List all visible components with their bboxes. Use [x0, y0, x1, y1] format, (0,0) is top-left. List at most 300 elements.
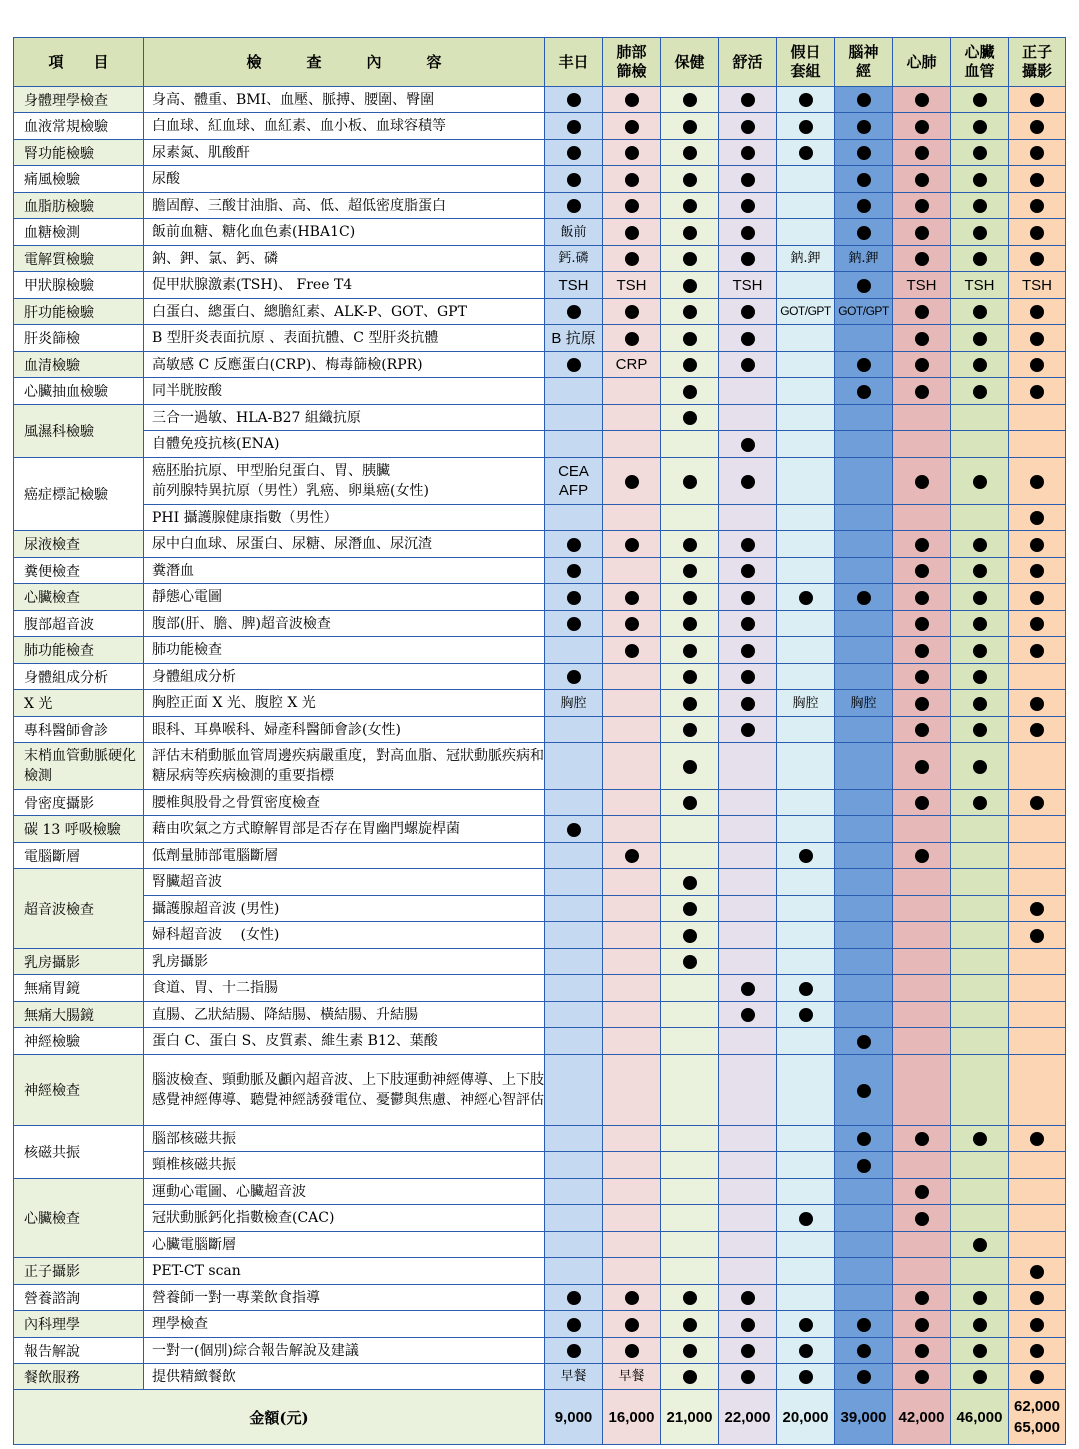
included-dot — [893, 193, 951, 219]
included-dot — [893, 1285, 951, 1311]
filled-circle-icon — [799, 1318, 813, 1332]
included-dot — [893, 299, 951, 325]
table-row — [14, 1258, 1066, 1285]
partial-note: TSH — [603, 272, 661, 299]
included-dot — [719, 325, 777, 352]
row-description: 冠狀動脈鈣化指數檢查(CAC) — [144, 1205, 545, 1232]
empty-cell — [545, 1258, 603, 1285]
package-price: 42,000 — [893, 1390, 951, 1445]
included-dot — [835, 1028, 893, 1055]
empty-cell — [777, 1028, 835, 1055]
empty-cell — [603, 816, 661, 843]
row-category: 甲狀腺檢驗 — [14, 272, 144, 299]
table-row — [14, 299, 1066, 325]
table-row — [14, 922, 1066, 949]
included-dot — [719, 458, 777, 505]
included-dot — [719, 1311, 777, 1338]
table-row — [14, 1232, 1066, 1258]
header-package-3: 舒活 — [719, 38, 777, 87]
filled-circle-icon — [857, 1318, 871, 1332]
included-dot — [835, 140, 893, 166]
included-dot — [661, 246, 719, 272]
included-dot — [893, 458, 951, 505]
row-description: 尿素氮、肌酸酐 — [144, 140, 545, 166]
row-category: 核磁共振 — [14, 1126, 144, 1179]
row-category: 專科醫師會診 — [14, 717, 144, 743]
empty-cell — [835, 1285, 893, 1311]
filled-circle-icon — [1030, 1370, 1044, 1384]
empty-cell — [603, 1002, 661, 1028]
row-category: 尿液檢查 — [14, 531, 144, 558]
empty-cell — [777, 664, 835, 690]
filled-circle-icon — [683, 146, 697, 160]
row-category: 電腦斷層 — [14, 843, 144, 869]
package-price: 22,000 — [719, 1390, 777, 1445]
partial-note: CEA AFP — [545, 458, 603, 505]
partial-note: TSH — [1009, 272, 1066, 299]
included-dot — [893, 352, 951, 378]
included-dot — [951, 584, 1009, 611]
empty-cell — [1009, 743, 1066, 790]
empty-cell — [1009, 405, 1066, 431]
header-package-4: 假日 套組 — [777, 38, 835, 87]
included-dot — [661, 352, 719, 378]
row-category: 乳房攝影 — [14, 949, 144, 975]
included-dot — [893, 325, 951, 352]
empty-cell — [835, 505, 893, 531]
partial-note: 胸腔 — [777, 690, 835, 717]
row-description: 提供精緻餐飲 — [144, 1364, 545, 1390]
filled-circle-icon — [915, 199, 929, 213]
filled-circle-icon — [683, 358, 697, 372]
row-description: 攝護腺超音波 (男性) — [144, 896, 545, 922]
filled-circle-icon — [1030, 564, 1044, 578]
empty-cell — [661, 1002, 719, 1028]
empty-cell — [1009, 1055, 1066, 1126]
filled-circle-icon — [1030, 475, 1044, 489]
filled-circle-icon — [915, 697, 929, 711]
filled-circle-icon — [683, 697, 697, 711]
empty-cell — [777, 193, 835, 219]
empty-cell — [545, 843, 603, 869]
filled-circle-icon — [625, 617, 639, 631]
row-category: 電解質檢驗 — [14, 246, 144, 272]
empty-cell — [603, 743, 661, 790]
filled-circle-icon — [1030, 305, 1044, 319]
empty-cell — [545, 975, 603, 1002]
filled-circle-icon — [857, 1344, 871, 1358]
empty-cell — [545, 637, 603, 664]
included-dot — [545, 299, 603, 325]
included-dot — [545, 816, 603, 843]
filled-circle-icon — [625, 849, 639, 863]
empty-cell — [777, 790, 835, 816]
row-category: 碳 13 呼吸檢驗 — [14, 816, 144, 843]
empty-cell — [545, 1002, 603, 1028]
included-dot — [545, 611, 603, 637]
empty-cell — [603, 505, 661, 531]
included-dot — [719, 352, 777, 378]
table-row — [14, 1126, 1066, 1152]
header-package-6: 心肺 — [893, 38, 951, 87]
filled-circle-icon — [625, 146, 639, 160]
row-description: 蛋白 C、蛋白 S、皮質素、維生素 B12、葉酸 — [144, 1028, 545, 1055]
included-dot — [1009, 922, 1066, 949]
filled-circle-icon — [973, 332, 987, 346]
empty-cell — [951, 949, 1009, 975]
included-dot — [835, 352, 893, 378]
filled-circle-icon — [741, 305, 755, 319]
filled-circle-icon — [741, 1291, 755, 1305]
filled-circle-icon — [1030, 591, 1044, 605]
row-description: 身體組成分析 — [144, 664, 545, 690]
included-dot — [951, 378, 1009, 405]
included-dot — [893, 87, 951, 113]
included-dot — [893, 717, 951, 743]
empty-cell — [777, 1232, 835, 1258]
empty-cell — [835, 458, 893, 505]
filled-circle-icon — [625, 173, 639, 187]
included-dot — [835, 1152, 893, 1179]
filled-circle-icon — [915, 305, 929, 319]
filled-circle-icon — [625, 475, 639, 489]
empty-cell — [661, 1232, 719, 1258]
included-dot — [545, 87, 603, 113]
included-dot — [835, 113, 893, 140]
included-dot — [835, 1126, 893, 1152]
included-dot — [603, 458, 661, 505]
empty-cell — [603, 896, 661, 922]
filled-circle-icon — [625, 1318, 639, 1332]
empty-cell — [777, 743, 835, 790]
filled-circle-icon — [1030, 385, 1044, 399]
table-row — [14, 896, 1066, 922]
empty-cell — [1009, 1179, 1066, 1205]
filled-circle-icon — [625, 1291, 639, 1305]
filled-circle-icon — [567, 1291, 581, 1305]
filled-circle-icon — [567, 1344, 581, 1358]
included-dot — [951, 299, 1009, 325]
included-dot — [719, 113, 777, 140]
table-row — [14, 843, 1066, 869]
included-dot — [1009, 325, 1066, 352]
empty-cell — [719, 1258, 777, 1285]
filled-circle-icon — [857, 226, 871, 240]
included-dot — [893, 246, 951, 272]
included-dot — [893, 219, 951, 246]
filled-circle-icon — [625, 93, 639, 107]
row-category: 身體組成分析 — [14, 664, 144, 690]
filled-circle-icon — [683, 385, 697, 399]
included-dot — [661, 949, 719, 975]
filled-circle-icon — [915, 723, 929, 737]
included-dot — [661, 272, 719, 299]
included-dot — [661, 717, 719, 743]
filled-circle-icon — [683, 1344, 697, 1358]
included-dot — [603, 1285, 661, 1311]
row-description: 同半胱胺酸 — [144, 378, 545, 405]
row-category: 腹部超音波 — [14, 611, 144, 637]
empty-cell — [545, 378, 603, 405]
table-row — [14, 246, 1066, 272]
included-dot — [893, 1126, 951, 1152]
partial-note: 鈣.磷 — [545, 246, 603, 272]
partial-note: GOT/GPT — [835, 299, 893, 325]
empty-cell — [951, 922, 1009, 949]
included-dot — [893, 843, 951, 869]
included-dot — [545, 193, 603, 219]
empty-cell — [661, 1028, 719, 1055]
included-dot — [661, 325, 719, 352]
empty-cell — [603, 922, 661, 949]
filled-circle-icon — [857, 173, 871, 187]
included-dot — [1009, 352, 1066, 378]
filled-circle-icon — [1030, 1318, 1044, 1332]
filled-circle-icon — [683, 929, 697, 943]
included-dot — [835, 378, 893, 405]
filled-circle-icon — [625, 305, 639, 319]
empty-cell — [1009, 816, 1066, 843]
empty-cell — [603, 1126, 661, 1152]
empty-cell — [893, 1055, 951, 1126]
included-dot — [661, 378, 719, 405]
empty-cell — [951, 1258, 1009, 1285]
included-dot — [893, 1338, 951, 1364]
empty-cell — [545, 922, 603, 949]
empty-cell — [777, 1258, 835, 1285]
included-dot — [1009, 219, 1066, 246]
filled-circle-icon — [915, 1291, 929, 1305]
included-dot — [719, 584, 777, 611]
filled-circle-icon — [973, 146, 987, 160]
package-price: 9,000 — [545, 1390, 603, 1445]
row-category: 肝功能檢驗 — [14, 299, 144, 325]
row-category: X 光 — [14, 690, 144, 717]
empty-cell — [545, 1055, 603, 1126]
included-dot — [1009, 1338, 1066, 1364]
included-dot — [1009, 1311, 1066, 1338]
filled-circle-icon — [973, 1370, 987, 1384]
empty-cell — [603, 405, 661, 431]
empty-cell — [777, 1126, 835, 1152]
filled-circle-icon — [625, 538, 639, 552]
empty-cell — [777, 896, 835, 922]
filled-circle-icon — [799, 849, 813, 863]
row-description: 食道、胃、十二指腸 — [144, 975, 545, 1002]
filled-circle-icon — [973, 385, 987, 399]
empty-cell — [893, 431, 951, 458]
included-dot — [661, 690, 719, 717]
empty-cell — [1009, 431, 1066, 458]
included-dot — [951, 717, 1009, 743]
included-dot — [893, 1205, 951, 1232]
empty-cell — [719, 1152, 777, 1179]
empty-cell — [661, 843, 719, 869]
empty-cell — [835, 325, 893, 352]
included-dot — [661, 611, 719, 637]
row-category: 肺功能檢查 — [14, 637, 144, 664]
included-dot — [835, 1055, 893, 1126]
empty-cell — [661, 1179, 719, 1205]
included-dot — [777, 975, 835, 1002]
empty-cell — [719, 922, 777, 949]
included-dot — [603, 87, 661, 113]
included-dot — [719, 1285, 777, 1311]
filled-circle-icon — [1030, 226, 1044, 240]
included-dot — [1009, 531, 1066, 558]
package-price: 20,000 — [777, 1390, 835, 1445]
empty-cell — [719, 896, 777, 922]
filled-circle-icon — [973, 226, 987, 240]
filled-circle-icon — [1030, 120, 1044, 134]
empty-cell — [603, 1258, 661, 1285]
filled-circle-icon — [857, 1084, 871, 1098]
filled-circle-icon — [799, 93, 813, 107]
row-description: 自體免疫抗核(ENA) — [144, 431, 545, 458]
filled-circle-icon — [915, 1344, 929, 1358]
row-description: 腦部核磁共振 — [144, 1126, 545, 1152]
included-dot — [777, 1002, 835, 1028]
included-dot — [603, 531, 661, 558]
partial-note: CRP — [603, 352, 661, 378]
row-category: 心臟檢查 — [14, 1179, 144, 1258]
included-dot — [893, 531, 951, 558]
included-dot — [661, 664, 719, 690]
empty-cell — [835, 664, 893, 690]
included-dot — [719, 166, 777, 193]
included-dot — [719, 975, 777, 1002]
included-dot — [719, 1338, 777, 1364]
filled-circle-icon — [567, 670, 581, 684]
empty-cell — [661, 816, 719, 843]
table-row — [14, 378, 1066, 405]
empty-cell — [719, 1126, 777, 1152]
row-description: 評估末稍動脈血管周邊疾病嚴重度，對高血脂、冠狀動脈疾病和糖尿病等疾病檢測的重要指標 — [144, 743, 545, 790]
empty-cell — [719, 505, 777, 531]
filled-circle-icon — [915, 1212, 929, 1226]
filled-circle-icon — [973, 358, 987, 372]
row-category: 痛風檢驗 — [14, 166, 144, 193]
filled-circle-icon — [1030, 93, 1044, 107]
empty-cell — [835, 743, 893, 790]
filled-circle-icon — [741, 617, 755, 631]
filled-circle-icon — [973, 591, 987, 605]
included-dot — [835, 272, 893, 299]
filled-circle-icon — [741, 226, 755, 240]
empty-cell — [603, 1205, 661, 1232]
filled-circle-icon — [973, 93, 987, 107]
included-dot — [661, 1364, 719, 1390]
filled-circle-icon — [857, 1159, 871, 1173]
filled-circle-icon — [741, 173, 755, 187]
header-package-7: 心臟 血管 — [951, 38, 1009, 87]
empty-cell — [835, 869, 893, 896]
filled-circle-icon — [915, 644, 929, 658]
empty-cell — [545, 1232, 603, 1258]
row-category: 身體理學檢查 — [14, 87, 144, 113]
empty-cell — [719, 1205, 777, 1232]
row-description: 乳房攝影 — [144, 949, 545, 975]
included-dot — [951, 1285, 1009, 1311]
included-dot — [661, 790, 719, 816]
row-description: 身高、體重、BMI、血壓、脈搏、腰圍、臀圍 — [144, 87, 545, 113]
row-description: 膽固醇、三酸甘油脂、高、低、超低密度脂蛋白 — [144, 193, 545, 219]
empty-cell — [777, 637, 835, 664]
empty-cell — [545, 1205, 603, 1232]
included-dot — [719, 193, 777, 219]
included-dot — [719, 1002, 777, 1028]
included-dot — [1009, 113, 1066, 140]
filled-circle-icon — [915, 849, 929, 863]
included-dot — [719, 246, 777, 272]
partial-note: TSH — [545, 272, 603, 299]
filled-circle-icon — [973, 644, 987, 658]
empty-cell — [545, 1028, 603, 1055]
empty-cell — [1009, 664, 1066, 690]
empty-cell — [893, 1232, 951, 1258]
filled-circle-icon — [567, 173, 581, 187]
included-dot — [951, 193, 1009, 219]
filled-circle-icon — [741, 1344, 755, 1358]
included-dot — [603, 113, 661, 140]
price-label: 金額(元) — [14, 1390, 545, 1445]
row-category: 心臟抽血檢驗 — [14, 378, 144, 405]
filled-circle-icon — [973, 120, 987, 134]
included-dot — [951, 219, 1009, 246]
included-dot — [835, 87, 893, 113]
table-row — [14, 1338, 1066, 1364]
included-dot — [893, 743, 951, 790]
empty-cell — [545, 743, 603, 790]
row-category: 腎功能檢驗 — [14, 140, 144, 166]
empty-cell — [603, 790, 661, 816]
empty-cell — [603, 1232, 661, 1258]
empty-cell — [777, 1055, 835, 1126]
included-dot — [951, 113, 1009, 140]
included-dot — [661, 87, 719, 113]
row-description: 低劑量肺部電腦斷層 — [144, 843, 545, 869]
row-description: 高敏感 C 反應蛋白(CRP)、梅毒篩檢(RPR) — [144, 352, 545, 378]
empty-cell — [603, 949, 661, 975]
filled-circle-icon — [799, 1212, 813, 1226]
included-dot — [951, 664, 1009, 690]
row-description: 腎臟超音波 — [144, 869, 545, 896]
filled-circle-icon — [857, 93, 871, 107]
filled-circle-icon — [625, 591, 639, 605]
included-dot — [835, 1338, 893, 1364]
row-description: 白血球、紅血球、血紅素、血小板、血球容積等 — [144, 113, 545, 140]
empty-cell — [1009, 975, 1066, 1002]
empty-cell — [835, 1258, 893, 1285]
empty-cell — [719, 1179, 777, 1205]
filled-circle-icon — [683, 796, 697, 810]
included-dot — [893, 1311, 951, 1338]
included-dot — [661, 558, 719, 584]
row-description: 眼科、耳鼻喉科、婦產科醫師會診(女性) — [144, 717, 545, 743]
filled-circle-icon — [567, 617, 581, 631]
included-dot — [1009, 584, 1066, 611]
filled-circle-icon — [915, 173, 929, 187]
filled-circle-icon — [915, 385, 929, 399]
included-dot — [777, 1338, 835, 1364]
included-dot — [1009, 140, 1066, 166]
filled-circle-icon — [973, 252, 987, 266]
filled-circle-icon — [857, 279, 871, 293]
header-content: 檢 查 內 容 — [144, 38, 545, 87]
empty-cell — [951, 1002, 1009, 1028]
empty-cell — [777, 405, 835, 431]
row-description: 尿中白血球、尿蛋白、尿糖、尿潛血、尿沉渣 — [144, 531, 545, 558]
